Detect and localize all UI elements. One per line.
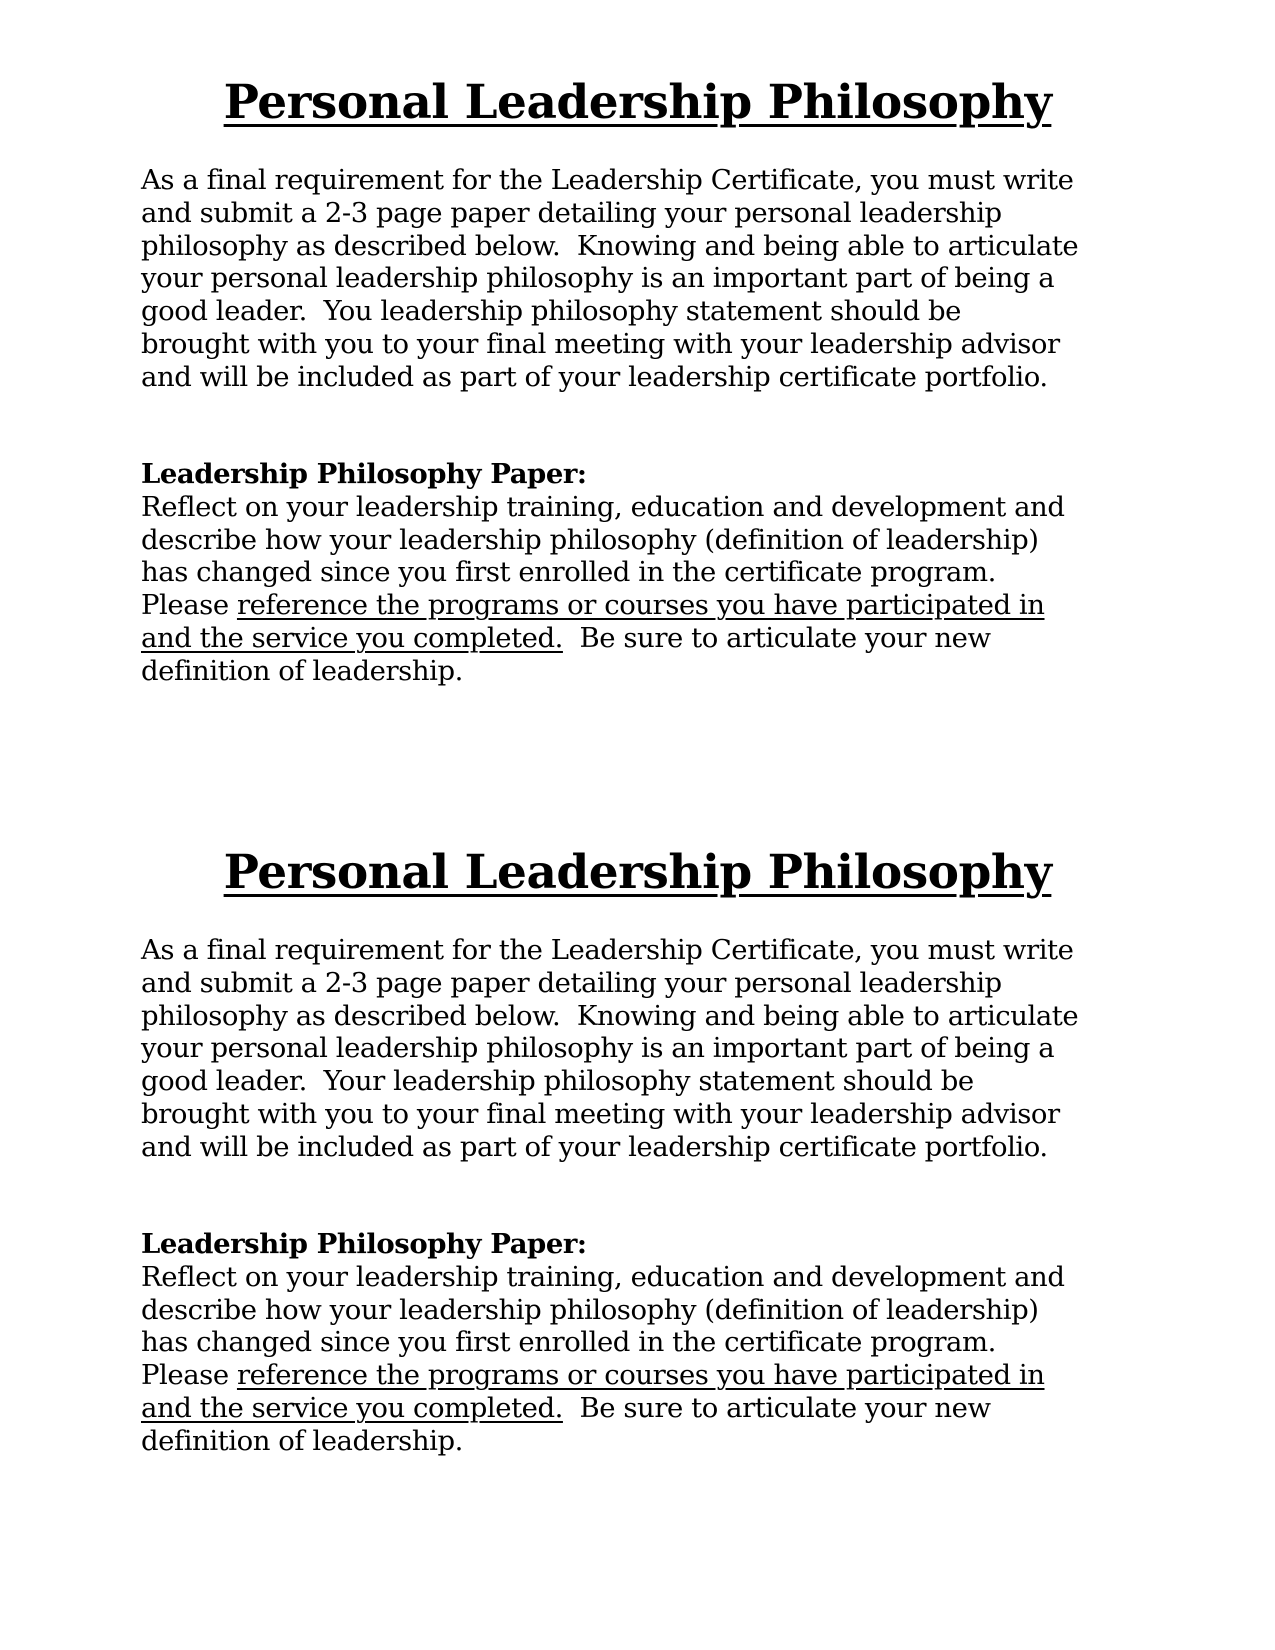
page-title-text: Personal Leadership Philosophy	[223, 845, 1052, 900]
paper-line: definition of leadership.	[141, 1424, 463, 1457]
paper-line: describe how your leadership philosophy (definition of leadership)	[141, 523, 1039, 556]
intro-line: philosophy as described below. Knowing and being able to articulate	[141, 999, 1079, 1032]
intro-line: good leader. Your leadership philosophy statement should be	[141, 1065, 974, 1098]
paper-line: describe how your leadership philosophy (definition of leadership)	[141, 1293, 1039, 1326]
paper-line: has changed since you first enrolled in the certificate program.	[141, 556, 996, 589]
paper-line-prefix: Please	[141, 1359, 237, 1392]
intro-line: good leader. You leadership philosophy statement should be	[141, 295, 962, 328]
page-title	[0, 842, 1275, 904]
intro-paragraph	[141, 164, 1151, 394]
paper-line-suffix: Be sure to articulate your new	[562, 1391, 991, 1424]
paper-heading: Leadership Philosophy Paper:	[141, 458, 587, 490]
paper-line	[141, 1359, 1151, 1392]
intro-line: and submit a 2-3 page paper detailing your personal leadership	[141, 966, 1002, 999]
underlined-instruction: reference the programs or courses you have participated in	[236, 1359, 1045, 1392]
intro-line: and submit a 2-3 page paper detailing your personal leadership	[141, 196, 1002, 229]
paper-heading: Leadership Philosophy Paper:	[141, 1228, 587, 1260]
underlined-instruction: and the service you completed.	[141, 1391, 563, 1424]
paper-line-prefix: Please	[141, 589, 237, 622]
page-title-text: Personal Leadership Philosophy	[223, 75, 1052, 130]
intro-line: As a final requirement for the Leadership Certificate, you must write	[141, 934, 1074, 966]
intro-line: and will be included as part of your leadership certificate portfolio.	[141, 1130, 1048, 1163]
paper-line	[141, 589, 1151, 622]
intro-paragraph	[141, 934, 1151, 1164]
document-section-1	[0, 72, 1275, 687]
paper-line: has changed since you first enrolled in the certificate program.	[141, 1326, 996, 1359]
intro-line: your personal leadership philosophy is an important part of being a	[141, 262, 1055, 295]
document-section-2	[0, 842, 1275, 1457]
paper-line	[141, 1392, 1151, 1425]
page-title	[0, 72, 1275, 134]
intro-line: and will be included as part of your leadership certificate portfolio.	[141, 360, 1048, 393]
intro-line: brought with you to your final meeting with your leadership advisor	[141, 1097, 1060, 1130]
paper-line: Reflect on your leadership training, education and development and	[141, 490, 1065, 523]
paper-section	[141, 458, 1151, 688]
paper-line	[141, 622, 1151, 655]
intro-line: your personal leadership philosophy is an important part of being a	[141, 1032, 1055, 1065]
intro-line: As a final requirement for the Leadership Certificate, you must write	[141, 164, 1074, 196]
underlined-instruction: and the service you completed.	[141, 621, 563, 654]
intro-line: brought with you to your final meeting with your leadership advisor	[141, 327, 1060, 360]
paper-section	[141, 1228, 1151, 1458]
paper-line: definition of leadership.	[141, 654, 463, 687]
underlined-instruction: reference the programs or courses you have participated in	[236, 589, 1045, 622]
paper-line: Reflect on your leadership training, education and development and	[141, 1260, 1065, 1293]
paper-line-suffix: Be sure to articulate your new	[562, 621, 991, 654]
intro-line: philosophy as described below. Knowing and being able to articulate	[141, 229, 1079, 262]
